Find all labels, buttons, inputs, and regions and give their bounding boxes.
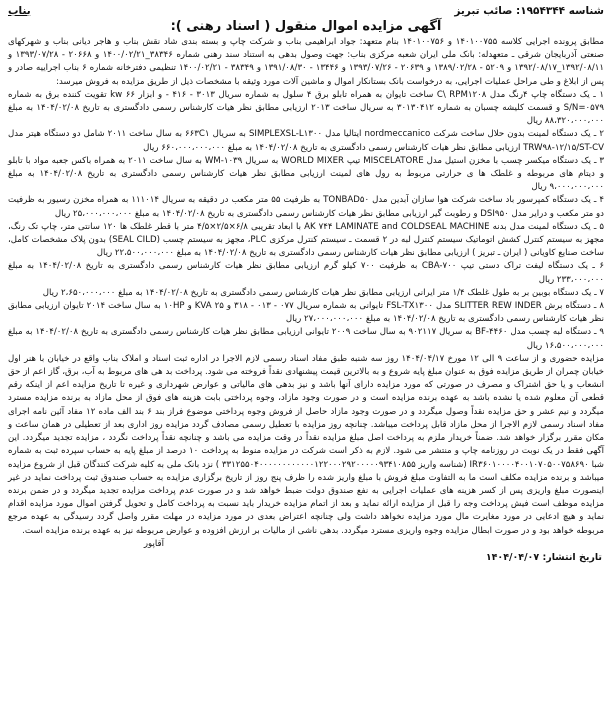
ad-body bbox=[8, 36, 604, 538]
signature: آقاپور bbox=[143, 538, 164, 549]
city-label: بناب bbox=[8, 5, 31, 17]
ad-header-row bbox=[8, 4, 604, 18]
signature-row bbox=[8, 538, 604, 551]
auction-item-4: ۴ ـ یک دستگاه کمپرسور باد ساخت شرکت هوا سازان آبدین مدل TONBAD۵۰ به ظرفیت ۵۵ متر مکعب در دقیقه به سریال ۱۱۱۰۱۴ به همراه مخزن رسیور به ظرفیت دو متر مکعب و درایر مدل DSI۹۵۰ و رطوبت گیر ارزیابی مطابق نظر هیات کارشناس رسمی دادگستری به تاریخ ۱۴۰۴/۰۲/۰۸ به مبلغ ۲۵،۰۰۰،۰۰۰،۰۰۰ ریال bbox=[8, 195, 605, 219]
auction-item-7: ۷ ـ یک دستگاه بوبین بر به طول غلطک ۱/۴ متر ایرانی ارزیابی مطابق نظر هیات کارشناس رسمی دادگستری به تاریخ ۱۴۰۴/۰۲/۰۸ به مبلغ ۲،۶۵۰،۰۰۰،۰۰۰ ریال bbox=[42, 287, 604, 298]
auction-item-2: ۲ ـ یک دستگاه لمینت بدون حلال ساخت شرکت nordmeccanico ایتالیا مدل SIMPLEXSL-L۱۳۰۰ به سریال ۶۶۳C۱ به سال ساخت ۲۰۱۱ شامل دو دستگاه هیتر مدل TRW۹۸-۱۲/۱۵/ST-CV ارزیابی مطابق نظر هیات کارشناس رسمی دادگستری به تاریخ ۱۴۰۴/۰۲/۰۸ به مبلغ ۶۶۰،۰۰۰،۰۰۰،۰۰۰ ریال bbox=[8, 129, 604, 153]
auction-item-3: ۳ ـ یک دستگاه میکسر چسب با مخزن استیل مدل MISCELATORE تیپ WORLD MIXER به سریال WM-۱۰۳۹ به سال ساخت ۲۰۱۱ به همراه باکس جعبه مواد با تابلو و دیتام های مربوطه و غلطک ها ی حرارتی مربوط به رول های لمینت ارزیابی مطابق نظر هیات کارشناس رسمی دادگستری به تاریخ ۱۴۰۴/۰۲/۰۸ به مبلغ ۹،۰۰۰،۰۰۰،۰۰۰ ریال bbox=[8, 155, 605, 193]
auction-item-8: ۸ ـ دستگاه برش SLITTER REW INDER مدل FSL-TX۱۳۰۰ تایوانی به شماره سریال ۰۷۷ - ۰۱۳ - ۳۱۸ و KVA ۲۵ و ۱۰HP به سال ساخت ۲۰۱۴ تایوان ارزیابی مطابق نظر هیات کارشناس رسمی دادگستری به تاریخ ۱۴۰۴/۰۲/۰۸ به مبلغ ۲۷،۰۰۰،۰۰۰،۰۰۰ ریال bbox=[8, 301, 605, 325]
ad-title: آگهی مزایده اموال منقول ( اسناد رهنی ): bbox=[170, 19, 442, 34]
auction-item-6: ۶ ـ یک دستگاه لیفت تراک دستی تیپ CBA-۷۰۰ به ظرفیت ۷۰۰ کیلو گرم ارزیابی مطابق نظر هیات کارشناس رسمی دادگستری به تاریخ ۱۴۰۴/۰۲/۰۸ به مبلغ ۲۳۳،۰۰۰،۰۰۰ ریال bbox=[8, 261, 604, 285]
auction-item-9: ۹ ـ دستگاه لبه چسب مدل BF-۴۴۶۰ به سریال ۹۰۲۱۱۷ به سال ساخت ۲۰۰۹ تایوانی ارزیابی مطابق نظر هیات کارشناس رسمی دادگستری به تاریخ ۱۴۰۴/۰۲/۰۸ به مبلغ ۱۶،۵۰۰،۰۰۰،۰۰۰ ریال bbox=[8, 327, 604, 351]
intro-paragraph: مطابق پرونده اجرایی کلاسه ۱۴۰۱۰۰۷۵۵ و ۱۴۰۱۰۰۷۵۶ بنام متعهد: جواد ابراهیمی بناب و شرکت چاپ و بسته بندی شاد نقش بناب و هاجر دیانی بناب و شهرکهای صنعتی آذربایجان شرقی ـ متعهدله: بانک ملی ایران شعبه مرکزی بناب: جهت وصول بدهی به استناد سند رهنی شماره ۳۸۳۴۶_۱۴۰۰/۰۲/۲۱ و ۲۰۶۶۸ - ۱۳۹۳/۰۷/۲۸ و ۱۳۹۲/۰۸/۱۱_۱۳۹۲/۰۸/۱۷ و ۵۲۰۹ - ۱۳۸۹/۰۲/۲۸ و ۲۰۶۳۹ - ۱۳۹۳/۰۷/۲۶ و ۱۳۴۴۶ - ۱۳۹۱/۰۸/۳۰ و ۳۸۳۴۹ - ۱۴۰۰/۰۲/۲۱ تنظیمی دفترخانه شماره ۶ بناب اجراییه صادر و پس از ابلاغ و طی مراحل عملیات اجرایی، به درخواست بانک بستانکار اموال و ماشین آلات مورد وثیقه با مشخصات ذیل از طریق مزایده به فروش میرسد: bbox=[8, 37, 604, 87]
auction-item-1: ۱ ـ یک دستگاه چاپ ۴رنگ مدل C\ RPM۱۲۰۸ ساخت تایوان به همراه تابلو برق ۴ سلول به شماره سریال ۳۰۱۳ - ۴۱۶ - و ابزار kw ۶۶ تقویت کننده برق به شماره S/N=۰۵۷۹ و قسمت کلیشه چسبان به شماره ۳۰۱۳۰۴۱۲ به سریال ساخت ۲۰۱۳ ارزیابی مطابق نظر هیات کارشناس رسمی دادگستری به تاریخ ۱۴۰۴/۰۲/۰۸ به مبلغ ۸۸،۳۲۰،۰۰۰،۰۰۰ ریال bbox=[8, 89, 605, 127]
ad-id: شناسه ۱۹۵۴۳۴۴: صائب تبریز bbox=[454, 5, 604, 17]
auction-item-5: ۵ ـ یک دستگاه لمینت مدل بدنه AK ۷۴۴ LAMINATE and COLDSEAL MACHINE با ابعاد تقریبی ۶/۸×۲/۵×۴/۵ متر با قطر غلطک ها ۱۲۰ سانتی متر، چاپ تک رنگ، مجهز به سیستم کنترل کشش اتوماتیک سیستم کنترل لبه در ۲ قسمت ـ سیستم کنترل مرکزی PLC، مجهز به سیستم چسب (SEAL CILD) بدون پلاک مشخصات کامل، ساخت صنایع کاویانی ( ایران ـ تبریز ) ارزیابی مطابق نظر هیات کارشناس رسمی دادگستری به تاریخ ۱۴۰۴/۰۲/۰۸ به مبلغ ۲۲،۵۰۰،۰۰۰،۰۰۰ ریال bbox=[8, 221, 605, 259]
terms-paragraph: مزایده حضوری و از ساعت ۹ الی ۱۲ مورخ ۱۴۰۴/۰۴/۱۷ روز سه شنبه طبق مفاد اسناد رسمی لازم الاجرا در اداره ثبت اسناد و املاک بناب واقع در خیابان با هنر اول خیابان چمران از طریق مزایده فوق به عنوان مبلغ پایه شروع و به بالاترین قیمت پیشنهادی نقداً فروخته می شود. پرداخت بد هی های مربوط به آب، برق، گاز اعم از حق انشعاب و یا حق اشتراک و مصرف در صورتی که مورد مزایده دارای آنها باشد و نیز بدهی های مالیاتی و عوارض شهرداری و غیره تا تاریخ مزایده اعم از اینکه رقم قطعی آن معلوم شده یا نشده باشد به عهده برنده مزایده است و در صورت وجود مازاد، وجوه پرداختی بابت هزینه های فوق از محل مازاد به برنده مزایده مسترد میگردد و نیم عشر و حق مزایده نقداً وصول میگردد و در صورت وجود مازاد حاصل از فروش وجوه پرداختی موضوع فراز بند ۶ بند الف ماده ۱۲ مفاد آئین نامه اجرای مفاد اسناد رسمی لازم الاجرا از محل مازاد قابل پرداخت میباشد. چنانچه روز مزایده با تعطیل رسمی مصادف گردد مزایده روز اداری بعد از تعطیلی در همان ساعت و مکان مقرر برگزار خواهد شد. ضمناً خریدار ملزم به پرداخت اصل مبلغ مزایده نقداً در وقت مزایده می باشد و چنانچه نقداً پرداخت نگردد ، مزایده تجدید میگردد. این آگهی فقط در یک نوبت در روزنامه چاپ و منتشر می شود. لازم به ذکر است شرکت در مزایده منوط به پرداخت ۱۰ درصد از مبلغ پایه به حساب سپرده ثبت به شماره شبا IR۳۶۰۱۰۰۰۰۴۰۰۱۰۷۰۵۰۰۷۵۸۶۹۰ (شناسه واریز ۳۳۱۲۵۵۰۴۰۰۰۰۰۰۰۰۰۰۰۰۱۲۲۰۰۰۲۹۲۰۰۰۰۰۹۳۴۱۰۸۵۵ ) نزد بانک ملی به کلیه شرکت کنندگان قبل از شروع مزایده میباشد و برنده مزایده مکلف است ما به التفاوت مبلغ فروش با مبلغ واریز شده را ظرف پنج روز از تاریخ برگزاری مزایده به حساب صندوق ثبت پرداخت نماید در غیر اینصورت مبلغ واریزی پس از کسر هزینه های عملیات اجرایی به نفع صندوق دولت ضبط خواهد شد و در صورت عدم پرداخت مزایده تجدید میگردد و در ضمن برنده مزایده موظف است فیش پرداخت وجه را قبل از مزایده ارائه نماید و بعد از اتمام مزایده خریدار باید نسبت به پرداخت کامل و تحویل گرفتن اموال مورد مزایده اقدام نماید و هیچ ادعایی در مورد مغایرت مال مورد مزایده نخواهد داشت ولی چنانچه اعتراض بعدی در مورد مزایده در مهلت مقرر واصل گردد رسیدگی به عهده مرجع مربوطه خواهد بود و در صورت ابطال مزایده وجوه واریزی مسترد میگردد. بدهی ناشی از مالیات بر ارزش افزوده و عوارض مربوطه نیز به عهده برنده مزایده است. bbox=[8, 353, 605, 536]
publish-date: تاریخ انتشار: ۱۴۰۴/۰۴/۰۷ bbox=[485, 551, 602, 563]
